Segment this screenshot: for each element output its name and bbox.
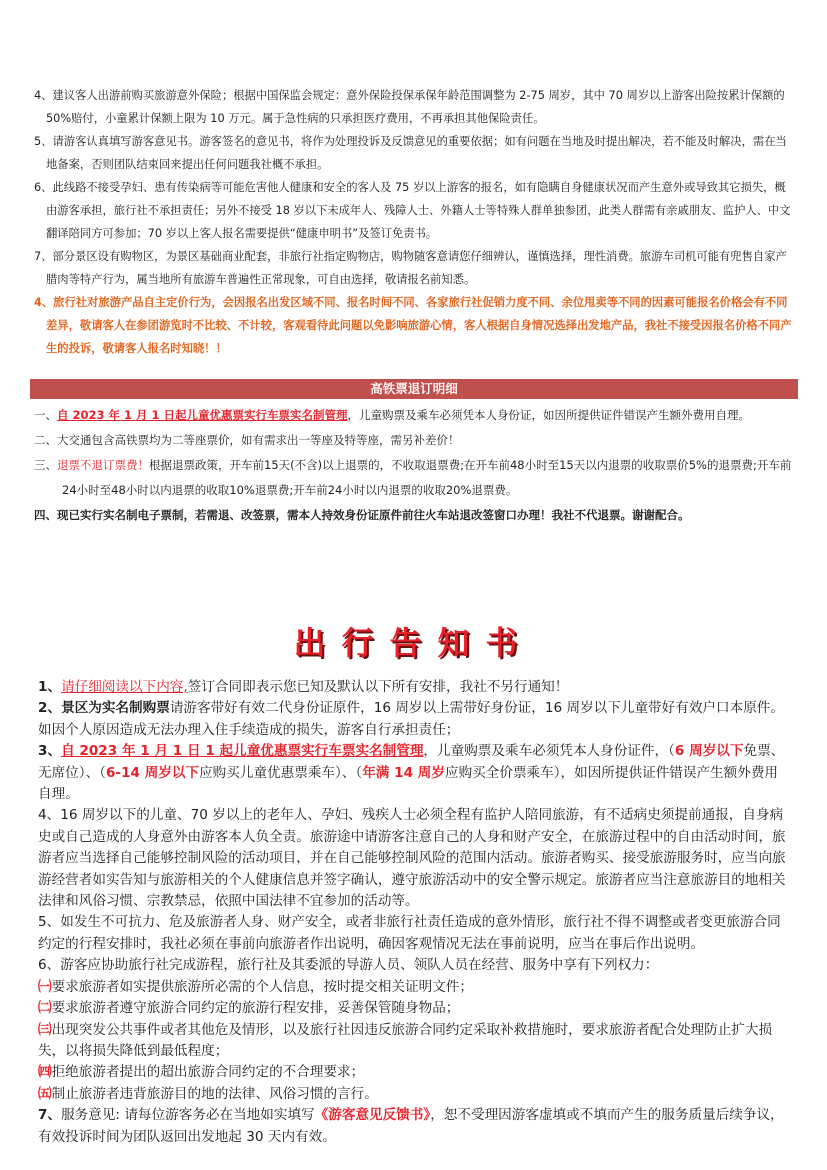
notice-item-2: 2、景区为实名制购票请游客带好有效二代身份证原件，16 周岁以上需带好身份证，16 周岁以下儿童带好有效户口本原件。如因个人原因造成无法办理入住手续造成的损失，游客自行承担责任； <box>38 700 784 738</box>
ticket-item-3: 三、退票不退订票费！根据退票政策，开车前15天(不含)以上退票的，不收取退票费;在开车前48小时至15天以内退票的收取票价5%的退票费;开车前24小时至48小时以内退票的收取10%退票费;开车前24小时以内退票的收取20%退票费。 <box>34 458 792 497</box>
rights-item: ㈠要求旅游者如实提供旅游所必需的个人信息，按时提交相关证明文件； <box>38 978 473 995</box>
rights-item: ㈢出现突发公共事件或者其他危及情形，以及旅行社因违反旅游合同约定采取补救措施时，要求旅游者配合处理防止扩大损失，以将损失降低到最低程度； <box>38 1021 773 1059</box>
notice-item-3: 3、自 2023 年 1 月 1 日 1 起儿童优惠票实行车票实名制管理，儿童购票及乘车必须凭本人身份证件，（6 周岁以下免票、无席位）、（6-14 周岁以下应购买儿童优惠票乘车）、（年满 14 周岁应购买全价票乘车），如因所提供证件错误产生额外费用自理。 <box>38 743 785 803</box>
rights-item: ㈣拒绝旅游者提出的超出旅游合同约定的不合理要求； <box>38 1064 365 1081</box>
rights-item: ㈤制止旅游者违背旅游目的地的法律、风俗习惯的言行。 <box>38 1085 378 1102</box>
ticket-section <box>34 403 802 528</box>
notice-section <box>38 677 790 1148</box>
rights-item: ㈡要求旅游者遵守旅游合同约定的旅游行程安排，妥善保管随身物品； <box>38 1000 460 1017</box>
notice-item-5: 5、如发生不可抗力、危及旅游者人身、财产安全，或者非旅行社责任造成的意外情形，旅行社不得不调整或者变更旅游合同约定的行程安排时，我社必须在事前向旅游者作出说明，确因客观情况无法在事前说明，应当在事后作出说明。 <box>38 914 781 952</box>
note-item: 7、部分景区设有购物区，为景区基础商业配套，非旅行社指定购物店，购物随客意请您仔细辨认，谨慎选择，理性消费。旅游车司机可能有兜售自家产腊肉等特产行为，属当地所有旅游车普遍性正常现象，可自由选择，敬请报名前知悉。 <box>34 250 787 286</box>
ticket-item-2: 二、大交通包含高铁票均为二等座票价，如有需求出一等座及特等座，需另补差价！ <box>34 433 460 447</box>
note-item: 6、此线路不接受孕妇、患有传染病等可能危害他人健康和安全的客人及 75 岁以上游客的报名，如有隐瞒自身健康状况而产生意外或导致其它损失，概由游客承担，旅行社不承担责任；另外不接受 18 岁以下未成年人、残障人士、外籍人士等特殊人群单独参团，此类人群需有亲戚朋友、监护人、中文翻译陪同方可参加；70 岁以上客人报名需要提供“健康申明书”及签订免责书。 <box>34 181 791 240</box>
pricing-note: 4、旅行社对旅游产品自主定价行为，会因报名出发区域不同、报名时间不同、各家旅行社促销力度不同、余位甩卖等不同的因素可能报名价格会有不同差异，敬请客人在参团游览时不比较、不计较，客观看待此问题以免影响旅游心情，客人根据自身情况选择出发地产品，我社不接受因报名价格不同产生的投诉，敬请客人报名时知晓！！ <box>34 296 792 355</box>
notes-section <box>34 84 796 360</box>
notice-item-4: 4、16 周岁以下的儿童、70 岁以上的老年人、孕妇、残疾人士必须全程有监护人陪同旅游，有不适病史须提前通报，自身病史或自己造成的人身意外由游客本人负全责。旅游途中请游客注意自己的人身和财产安全，在旅游过程中的自由活动时间，旅游者应当选择自己能够控制风险的活动项目，并在自己能够控制风险的范围内活动。旅游者购买、接受旅游服务时，应当向旅游经营者如实告知与旅游相关的个人健康信息并签字确认，遵守旅游活动中的安全警示规定。旅游者应当注意旅游目的地相关法律和风俗习惯、宗教禁忌，依照中国法律不宜参加的活动等。 <box>38 807 786 910</box>
notice-item-6: 6、游客应协助旅行社完成游程，旅行社及其委派的导游人员、领队人员在经营、服务中享有下列权力： <box>38 957 659 974</box>
notice-item-7: 7、服务意见: 请每位游客务必在当地如实填写《游客意见反馈书》，恕不受理因游客虚填或不填而产生的服务质量后续争议，有效投诉时间为团队返回出发地起 30 天内有效。 <box>38 1107 784 1145</box>
ticket-item-4: 四、现已实行实名制电子票制，若需退、改签票，需本人持效身份证原件前往火车站退改签窗口办理！我社不代退票。谢谢配合。 <box>34 508 690 522</box>
note-item: 4、建议客人出游前购买旅游意外保险；根据中国保监会规定：意外保险投保承保年龄范围调整为 2-75 周岁，其中 70 周岁以上游客出险按累计保额的 50%赔付，小童累计保额上限为 10 万元。属于急性病的只承担医疗费用，不再承担其他保险责任。 <box>34 89 785 125</box>
notice-item-1: 1、请仔细阅读以下内容,签订合同即表示您已知及默认以下所有安排，我社不另行通知！ <box>38 679 569 695</box>
note-item: 5、请游客认真填写游客意见书。游客签名的意见书，将作为处理投诉及反馈意见的重要依据；如有问题在当地及时提出解决，若不能及时解决，需在当地备案，否则团队结束回来提出任何问题我社概不承担。 <box>34 135 787 171</box>
ticket-item-1: 一、自 2023 年 1 月 1 日起儿童优惠票实行车票实名制管理，儿童购票及乘车必须凭本人身份证，如因所提供证件错误产生额外费用自理。 <box>34 408 751 422</box>
ticket-section-header: 高铁票退订明细 <box>30 379 798 399</box>
page-title: 出行告知书 <box>293 624 534 662</box>
